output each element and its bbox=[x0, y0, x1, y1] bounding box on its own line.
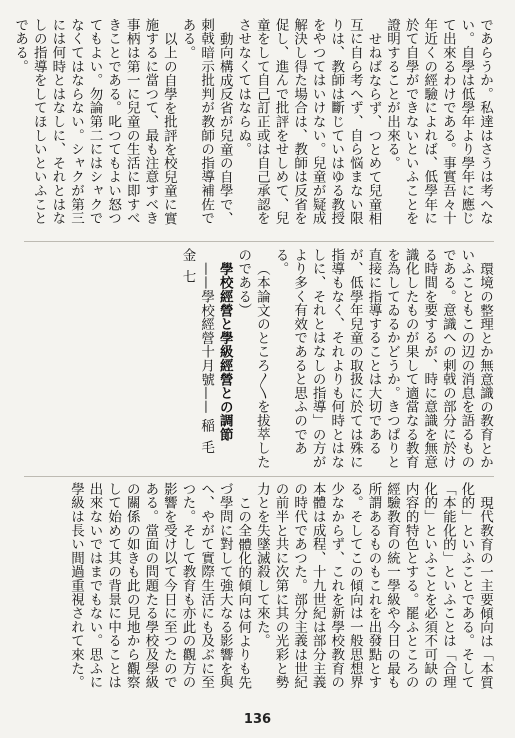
body-paragraph: せねばならず、つとめて兒童相互に自ら考へず、自ら悩まない限りは、教師は斷じていはゆる教授をやつてはいけない。兒童が疑成解決し得た場合は、教師は反省を促し、進んで批評をせしめて、兒童をして自己訂正或は自己承認をさせなくてはならぬ。 bbox=[235, 18, 382, 225]
byline-source: ——學校經營十月號—— bbox=[198, 261, 215, 414]
body-paragraph: 動向構成反省が兒童の自學で、刺戟暗示批判が教師の指導補佐である。 bbox=[179, 18, 233, 225]
text-tier-middle bbox=[24, 248, 494, 470]
tier-divider bbox=[24, 476, 494, 477]
body-paragraph: 以上の自學を批評を校兒童に實施するに當つて、最も注意すべき事柄は第一に兒童の生活に即すべきことである。叱つてもよい怒つてもよい。勿論第二にはシャクでなくてはならない。シャクが第三には何時とはなしに、それとはなしの指導をしてほしいといふことである。 bbox=[12, 18, 177, 225]
author-name: 稲毛金七 bbox=[179, 248, 215, 461]
article-byline bbox=[178, 248, 215, 470]
body-paragraph: であらうか。私達はさうは考へない。自學は低學年より學年に應じて出來るわけである。事實吾々十年近くの經驗によれば、低學年に於て自學ができないといふことを證明することが出來る。 bbox=[384, 18, 493, 225]
text-tier-bottom bbox=[24, 482, 494, 700]
body-paragraph: 環境の整理とか無意識の教育とかいふこともこの辺の消息を語るものである。意識への刺戟の部分に於ける時間を要するが、時に意識を無意識化したものが果して適當なる教育を為してゐるかどうか。きつぱりと直接に指導することは大切であるが、低學年兒童の取扱に於ては殊に指導もなく、それよりも何時とはなしに、それとはなしの指導」の方がより多く有效であると思ふのである。 bbox=[272, 248, 493, 469]
tier-divider bbox=[24, 241, 494, 242]
source-note: （本論文のところ〳〵を拔萃したのである） bbox=[235, 248, 270, 469]
body-paragraph: 現代教育の一主要傾向は「本質化的」といふことである。そして「本能化的」といふことは「合理化的」といふことを必須不可缺の内容的特色とする。罷ふところの經驗教育の統一學級や今日の最も所謂あるものもこれを出發點とする。そしてこの傾向は一般思想界少なからず、これを新學校教育の本體は成程、十九世紀は部分主義の時代であつた。部分主義は世紀の前半と共に次第に其の光彩と勢力とを失墜滅殺して來た。 bbox=[253, 482, 493, 689]
text-tier-top bbox=[12, 18, 494, 236]
body-paragraph: この全體化的傾向は何よりも先づ學問に對して強大なる影響を與へ、やがて實際生活にも及ぶに至つた。そして教育も亦此の觀方の影響を受け以て今日に至つたのである。當面の問題たる學校及學級の關係の如きも此の見地から觀察して始めて其の背景に中ることは出來ないではまでもない。思ふに學級は長い間過重視されて來た。 bbox=[67, 482, 252, 689]
article-heading: 學校經營と學級經營との調節 bbox=[216, 261, 233, 441]
page-number: 136 bbox=[243, 712, 272, 727]
